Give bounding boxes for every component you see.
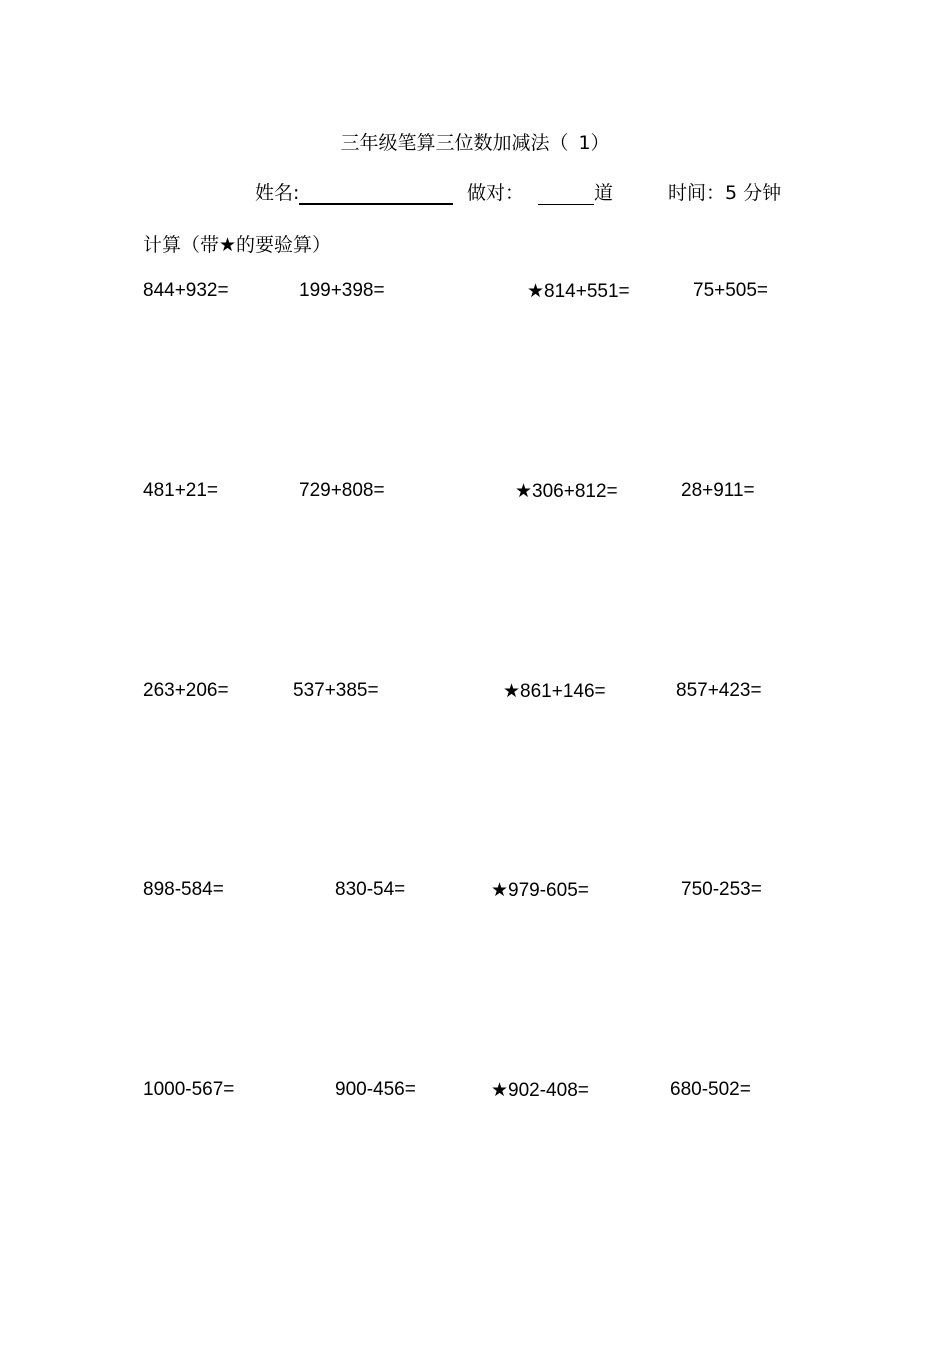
- time-field: [668, 178, 781, 205]
- title-close: ）: [590, 132, 610, 154]
- problem: 537+385=: [293, 680, 379, 701]
- name-blank-line[interactable]: [299, 181, 453, 205]
- problem-starred: ★814+551=: [527, 281, 630, 302]
- problem: 844+932=: [143, 280, 229, 301]
- problem: 75+505=: [693, 280, 769, 301]
- time-label: 时间：: [668, 182, 726, 204]
- problem: 857+423=: [676, 680, 762, 701]
- worksheet-title: [0, 128, 950, 155]
- problem-starred: ★306+812=: [515, 481, 618, 502]
- correct-blank-line[interactable]: [538, 184, 594, 205]
- correct-label: 做对：: [467, 182, 525, 204]
- time-value: 5 分钟: [725, 182, 782, 204]
- problem-starred: ★979-605=: [491, 880, 589, 901]
- title-text: 三年级笔算三位数加减法（: [340, 132, 569, 154]
- correct-unit: 道: [594, 182, 614, 204]
- problem: 263+206=: [143, 680, 229, 701]
- problem: 28+911=: [681, 480, 755, 501]
- problem: 199+398=: [299, 280, 385, 301]
- problem-starred: ★902-408=: [491, 1080, 589, 1101]
- problem: 680-502=: [670, 1079, 751, 1100]
- problem: 750-253=: [681, 879, 762, 900]
- problem: 729+808=: [299, 480, 385, 501]
- problem: 481+21=: [143, 480, 219, 501]
- correct-count-field: [467, 178, 613, 205]
- name-label: 姓名:: [255, 182, 300, 204]
- problem: 1000-567=: [143, 1079, 235, 1100]
- problem: 900-456=: [335, 1079, 416, 1100]
- problem: 830-54=: [335, 879, 406, 900]
- problem: 898-584=: [143, 879, 224, 900]
- title-number: 1: [578, 132, 591, 154]
- instruction-text: 计算（带★的要验算）: [143, 234, 332, 256]
- name-field: [255, 178, 453, 205]
- problem-starred: ★861+146=: [503, 681, 606, 702]
